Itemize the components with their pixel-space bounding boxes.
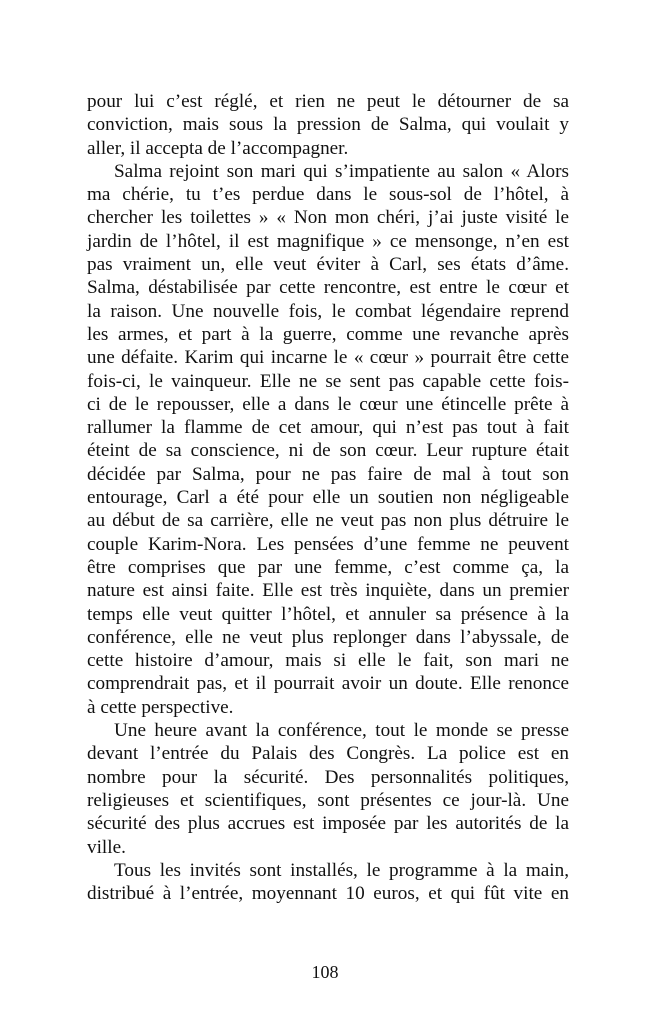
text-line: les armes, et part à la guerre, comme une revanche après	[87, 323, 569, 345]
text-line: couple Karim-Nora. Les pensées d’une femme ne peuvent	[87, 533, 569, 555]
text-line: ci de le repousser, elle a dans le cœur une étincelle prête à	[87, 393, 569, 415]
text-line: distribué à l’entrée, moyennant 10 euros, et qui fût vite en	[87, 883, 569, 905]
text-line: Salma rejoint son mari qui s’impatiente au salon « Alors	[114, 160, 569, 182]
text-line: conviction, mais sous la pression de Salma, qui voulait y	[87, 114, 569, 136]
text-line: pas vraiment un, elle veut éviter à Carl, ses états d’âme.	[87, 254, 569, 276]
text-line: pour lui c’est réglé, et rien ne peut le détourner de sa	[87, 91, 569, 112]
text-line: décidée par Salma, pour ne pas faire de mal à tout son	[87, 463, 569, 485]
text-line: chercher les toilettes » « Non mon chéri, j’ai juste visité le	[87, 207, 569, 229]
text-line: comprendrait pas, et il pourrait avoir un doute. Elle renonce	[87, 673, 569, 695]
text-line: être comprises que par une femme, c’est comme ça, la	[87, 556, 569, 578]
text-line: cette histoire d’amour, mais si elle le fait, son mari ne	[87, 650, 569, 672]
page-number: 108	[311, 962, 339, 982]
text-line: fois-ci, le vainqueur. Elle ne se sent pas capable cette fois-	[87, 370, 569, 392]
text-line: une défaite. Karim qui incarne le « cœur » pourrait être cette	[87, 347, 569, 369]
text-line: conférence, elle ne veut plus replonger dans l’abyssale, de	[87, 626, 569, 648]
text-line: Tous les invités sont installés, le programme à la main,	[114, 859, 569, 881]
text-line: devant l’entrée du Palais des Congrès. La police est en	[87, 743, 569, 765]
text-line: jardin de l’hôtel, il est magnifique » ce mensonge, n’en est	[87, 230, 569, 252]
text-line: à cette perspective.	[87, 696, 234, 718]
text-line: au début de sa carrière, elle ne veut pas non plus détruire le	[87, 510, 569, 532]
text-line: éteint de sa conscience, ni de son cœur. Leur rupture était	[87, 440, 569, 462]
text-line: temps elle veut quitter l’hôtel, et annuler sa présence à la	[87, 603, 569, 625]
text-line: ma chérie, tu t’es perdue dans le sous-sol de l’hôtel, à	[87, 184, 569, 206]
text-line: Salma, déstabilisée par cette rencontre, est entre le cœur et	[87, 277, 569, 299]
text-line: la raison. Une nouvelle fois, le combat légendaire reprend	[87, 300, 569, 322]
text-line: Une heure avant la conférence, tout le monde se presse	[114, 720, 569, 742]
text-line: nombre pour la sécurité. Des personnalités politiques,	[87, 766, 569, 788]
text-line: ville.	[87, 836, 126, 858]
text-line: entourage, Carl a été pour elle un soutien non négligeable	[87, 487, 569, 509]
text-line: religieuses et scientifiques, sont présentes ce jour-là. Une	[87, 789, 569, 811]
text-line: sécurité des plus accrues est imposée par les autorités de la	[87, 813, 569, 835]
text-line: rallumer la flamme de cet amour, qui n’est pas tout à fait	[87, 417, 569, 439]
text-line: nature est ainsi faite. Elle est très inquiète, dans un premier	[87, 580, 569, 602]
text-line: aller, il accepta de l’accompagner.	[87, 137, 349, 159]
body-text	[87, 90, 569, 905]
